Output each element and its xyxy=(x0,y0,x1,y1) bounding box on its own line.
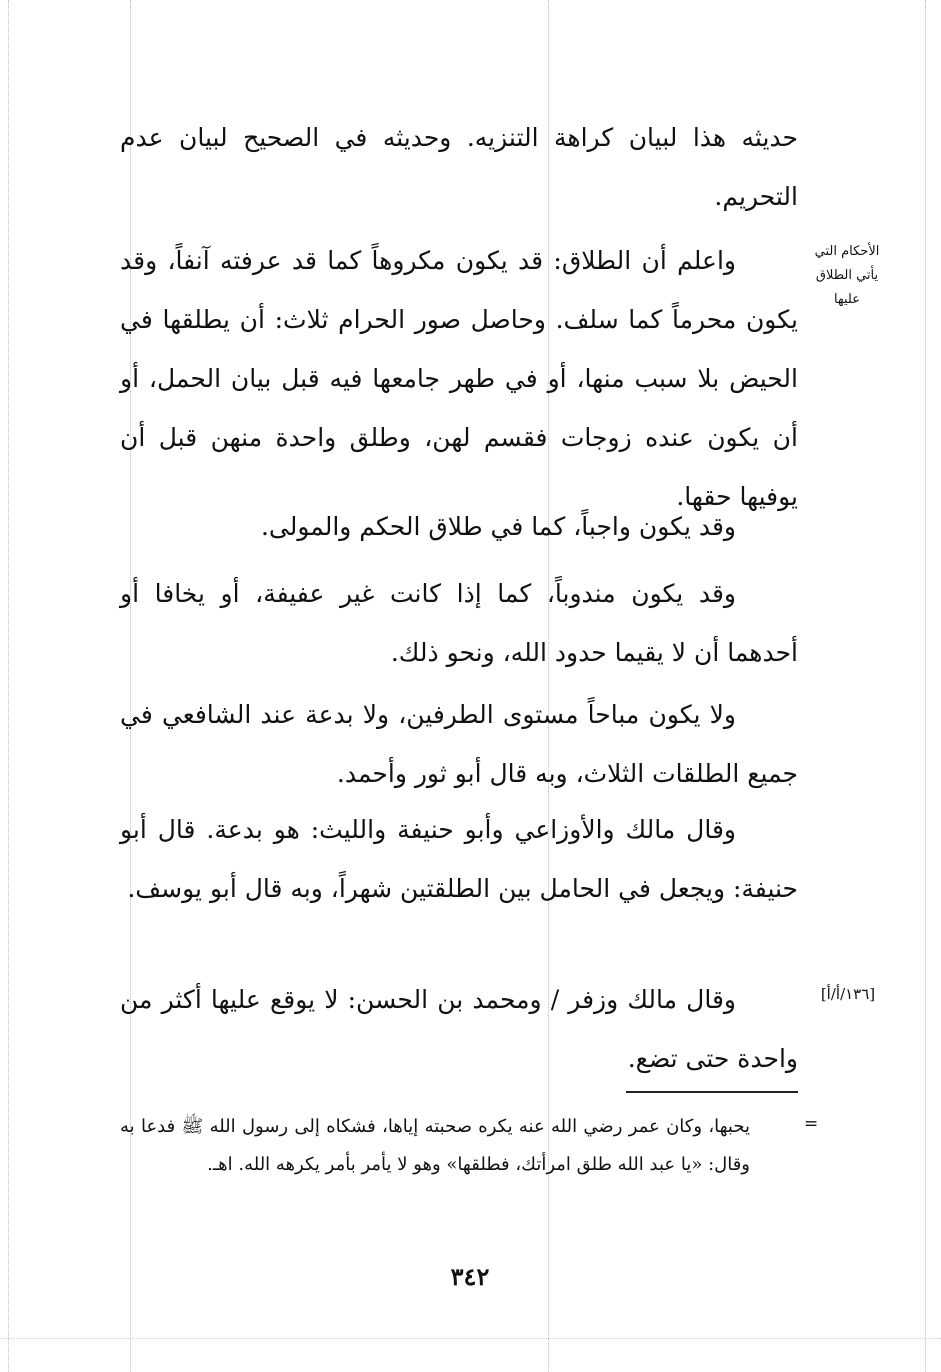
scan-guide-line xyxy=(925,0,926,1372)
paragraph-5: ولا يكون مباحاً مستوى الطرفين، ولا بدعة عند الشافعي في جميع الطلقات الثلاث، وبه قال أبو ثور وأحمد. xyxy=(120,700,798,788)
paragraph-4: وقد يكون مندوباً، كما إذا كانت غير عفيفة، أو يخافا أو أحدهما أن لا يقيما حدود الله، ونحو ذلك. xyxy=(120,579,798,667)
paragraph-7: وقال مالك وزفر / ومحمد بن الحسن: لا يوقع عليها أكثر من واحدة حتى تضع. xyxy=(120,985,798,1073)
manuscript-page-reference: [١٣٦/أ/أ] xyxy=(820,985,876,1003)
paragraph-1: حديثه هذا لبيان كراهة التنزيه. وحديثه في الصحيح لبيان عدم التحريم. xyxy=(120,123,798,211)
paragraph-2: واعلم أن الطلاق: قد يكون مكروهاً كما قد عرفته آنفاً، وقد يكون محرماً كما سلف. وحاصل صور الحرام ثلاث: أن يطلقها في الحيض بلا سبب منها، أو في طهر جامعها فيه قبل بيان الحمل، أو أن يكون عنده زوجات فقسم لهن، وطلق واحدة منهن قبل أن يوفيها حقها. xyxy=(120,246,798,511)
paragraph-3: وقد يكون واجباً، كما في طلاق الحكم والمولى. xyxy=(260,512,736,541)
footnote-continuation-mark: = xyxy=(804,1114,819,1134)
footnote-text: يحبها، وكان عمر رضي الله عنه يكره صحبته إياها، فشكاه إلى رسول الله ﷺ فدعا به وقال: «يا عبد الله طلق امرأتك، فطلقها» وهو لا يأمر بأمر يكرهه الله. اهـ. xyxy=(120,1116,750,1175)
paragraph-6: وقال مالك والأوزاعي وأبو حنيفة والليث: هو بدعة. قال أبو حنيفة: ويجعل في الحامل بين الطلقتين شهراً، وبه قال أبو يوسف. xyxy=(120,815,798,903)
page-number: ٣٤٢ xyxy=(450,1262,490,1291)
scan-guide-line xyxy=(8,0,9,1372)
margin-sidenote: الأحكام التي يأتي الطلاق عليها xyxy=(814,244,880,307)
footnote-divider xyxy=(626,1091,798,1093)
scan-guide-line xyxy=(0,1338,941,1339)
